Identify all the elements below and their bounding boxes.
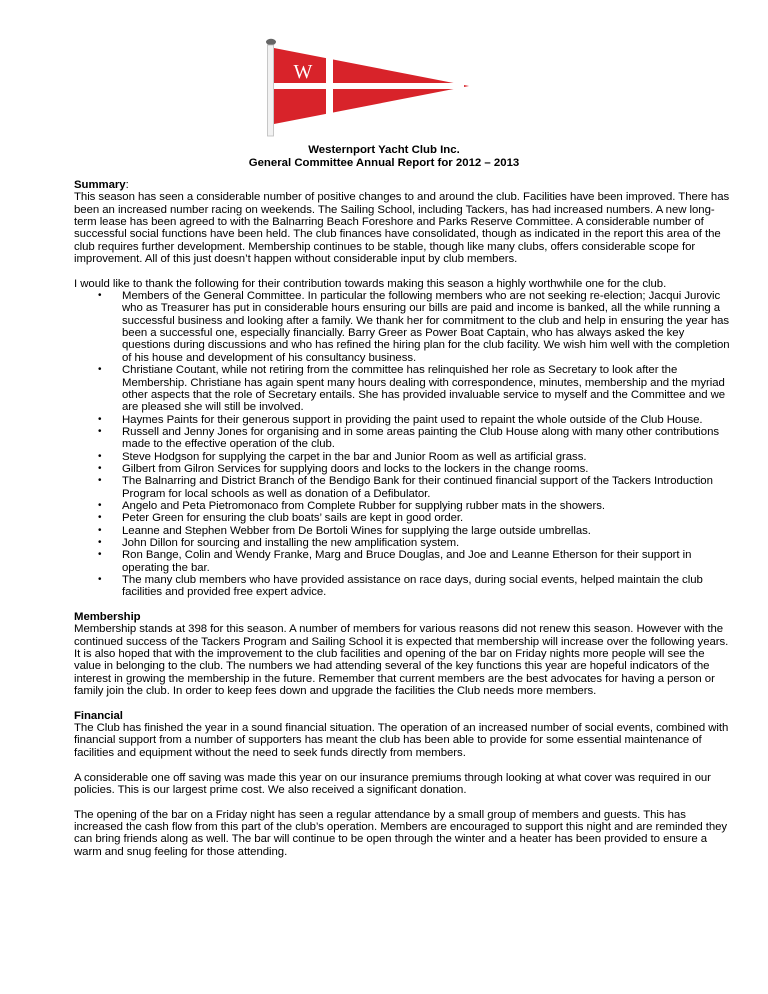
summary-heading-line [74,179,734,191]
list-item: • Christiane Coutant, while not retiring from the committee has relinquished her role as Secretary to look after the Membership. Christiane has again spent many hours dealing with correspondence, minutes, membership and the myriad other aspects that the role of Secretary entails. She has provided invaluable service to myself and the Committee and we are pleased she will still be involved. [74,364,734,413]
financial-paragraph: The Club has finished the year in a sound financial situation. The operation of an increased number of social events, combined with financial support from a number of supporters has meant the club has been able to provide for some essential maintenance of facilities and equipment without the need to seek funds directly from members. [74,722,729,759]
list-item: • Peter Green for ensuring the club boats’ sails are kept in good order. [74,512,734,524]
report-body [74,179,734,858]
list-item: • Russell and Jenny Jones for organising and in some areas painting the Club House along with many other contributions made to the effective operation of the club. [74,426,734,451]
list-item: • The many club members who have provided assistance on race days, during social events, helped maintain the club facilities and provided free expert advice. [74,574,734,599]
report-title: General Committee Annual Report for 2012 – 2013 [248,157,520,169]
membership-paragraph: Membership stands at 398 for this season. A number of members for various reasons did not renew this season. However with the continued success of the Tackers Program and Sailing School it is expected that membership will increase over the following years. It is also hoped that with the improvement to the club facilities and opening of the bar on Friday nights more people will see the value in belonging to the club. The numbers we had attending several of the key functions this year are hopeful indicators of the interest in growing the membership in the future. Remember that current members are the best advocates for having a person or family join the club. In order to keep fees down and upgrade the facilities the Club needs more members. [74,623,729,698]
list-item: • Angelo and Peta Pietromonaco from Complete Rubber for supplying rubber mats in the showers. [74,500,734,512]
financial-heading: Financial [74,709,123,722]
burgee-flag-icon [262,38,522,138]
list-item: • Ron Bange, Colin and Wendy Franke, Marg and Bruce Douglas, and Joe and Leanne Etherson for their support in operating the bar. [74,549,734,574]
club-burgee-logo [262,38,522,138]
thanks-intro: I would like to thank the following for their contribution towards making this season a highly worthwhile one for the club. [74,277,667,290]
list-item: • Gilbert from Gilron Services for supplying doors and locks to the lockers in the change rooms. [74,463,734,475]
list-item: • Leanne and Stephen Webber from De Bortoli Wines for supplying the large outside umbrellas. [74,525,734,537]
membership-heading: Membership [74,611,141,624]
summary-paragraph: This season has seen a considerable number of positive changes to and around the club. Facilities have been improved. There has been an increased number racing on weekends. The Sailing School, including Tackers, has had increased numbers. A new long-term lease has been agreed to with the Balnarring Beach Foreshore and Parks Reserve Committee. A considerable number of successful social functions have been held. The club finances have consolidated, though as indicated in the report this area of the club requires further development. Membership continues to be stable, though like many clubs, offers considerable scope for improvement. All of this just doesn’t happen without considerable input by club members. [74,191,730,266]
list-item: • John Dillon for sourcing and installing the new amplification system. [74,537,734,549]
list-item: • Members of the General Committee. In particular the following members who are not seeking re-election; Jacqui Jurovic who as Treasurer has put in considerable hours ensuring our bills are paid and income is banked, all the while running a successful business and looking after a family. We thank her for commitment to the club and help in ensuring the year has been a successful one, especially financially. Barry Greer as Power Boat Captain, who has always asked the key questions during discussions and who has refined the hiring plan for the club facility. We wish him well with the completion of his house and development of his consultancy business. [74,290,734,364]
list-item: • Haymes Paints for their generous support in providing the paint used to repaint the whole outside of the Club House. [74,414,734,426]
thanks-list [74,290,734,599]
list-item: • The Balnarring and District Branch of the Bendigo Bank for their continued financial support of the Tackers Introduction Program for local schools as well as donation of a Defibulator. [74,475,734,500]
financial-paragraph: A considerable one off saving was made this year on our insurance premiums through looking at what cover was required in our policies. This is our largest prime cost. We also received a significant donation. [74,771,711,796]
summary-heading: Summary [74,179,126,191]
financial-paragraph: The opening of the bar on a Friday night has seen a regular attendance by a small group of members and guests. This has increased the cash flow from this part of the club’s operation. Members are encouraged to support this night and are reminded they can bring friends along as well. The bar will continue to be open through the winter and a heater has been provided to ensure a warm and snug feeling for those attending. [74,808,728,858]
club-name-title: Westernport Yacht Club Inc. [308,144,460,156]
heading-colon: : [125,179,129,191]
list-item: • Steve Hodgson for supplying the carpet in the bar and Junior Room as well as artificial grass. [74,451,734,463]
burgee-letter: W [293,61,313,83]
